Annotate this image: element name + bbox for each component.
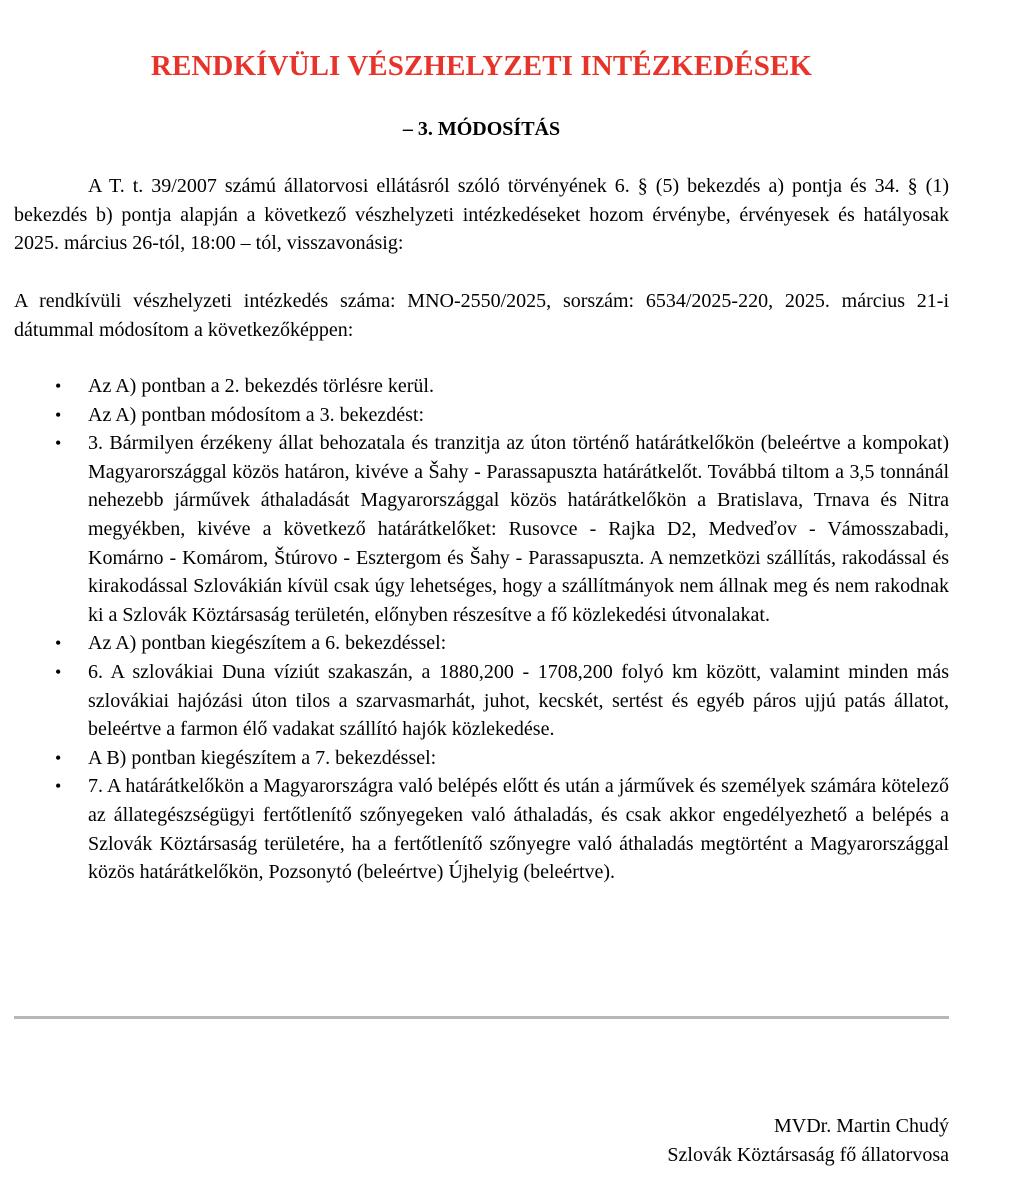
document-title: RENDKÍVÜLI VÉSZHELYZETI INTÉZKEDÉSEK bbox=[150, 50, 813, 82]
reference-paragraph: A rendkívüli vészhelyzeti intézkedés száma: MNO-2550/2025, sorszám: 6534/2025-220, 2025. március 21-i dátummal módosítom a következőképpen: bbox=[14, 290, 949, 341]
list-item-text: Az A) pontban kiegészítem a 6. bekezdéssel: bbox=[88, 632, 447, 655]
list-item bbox=[14, 401, 949, 430]
bullet-icon: • bbox=[55, 661, 62, 682]
amendment-list bbox=[14, 372, 949, 887]
list-item-text: 6. A szlovákiai Duna víziút szakaszán, a 1880,200 - 1708,200 folyó km között, valamint minden más szlovákiai hajózási úton tilos a szarvasmarhát, juhot, kecskét, sertést és egyéb páros ujjú patás állatot, beleértve a farmon élő vadakat szállító hajók közlekedése. bbox=[88, 660, 949, 741]
bullet-icon: • bbox=[55, 376, 62, 396]
list-item-text: Az A) pontban a 2. bekezdés törlésre kerül. bbox=[88, 375, 434, 397]
list-item-text: 7. A határátkelőkön a Magyarországra való belépés előtt és után a járművek és személyek számára kötelező az állategészségügyi fertőtlenítő szőnyegeken való áthaladás, és csak akkor engedélyezhető a belépés a Szlovák Köztársaság területére, ha a fertőtlenítő szőnyegre való áthaladás megtörtént a Magyarországgal közös határátkelőkön, Pozsonytó (beleértve) Újhelyig (beleértve). bbox=[88, 775, 949, 884]
document-subtitle: – 3. MÓDOSÍTÁS bbox=[402, 118, 561, 140]
signature-block bbox=[449, 1112, 949, 1170]
list-item bbox=[14, 658, 949, 744]
list-item-text: A B) pontban kiegészítem a 7. bekezdéssel: bbox=[88, 746, 437, 769]
signatory-name: MVDr. Martin Chudý bbox=[774, 1115, 949, 1137]
bullet-icon: • bbox=[55, 633, 62, 654]
list-item-text: Az A) pontban módosítom a 3. bekezdést: bbox=[88, 403, 425, 426]
divider-line bbox=[14, 1016, 949, 1019]
list-item-text: 3. Bármilyen érzékeny állat behozatala és tranzitja az úton történő határátkelőkön (beleértve a kompokat) Magyarországgal közös határon, kivéve a Šahy - Parassapuszta határátkelőt. Továbbá tiltom a 3,5 tonnánál nehezebb járművek áthaladását Magyarországgal közös határátkelőkön a Bratislava, Trnava és Nitra megyékben, kivéve a következő határátkelőket: Rusovce - Rajka D2, Medveďov - Vámosszabadi, Komárno - Komárom, Štúrovo - Esztergom és Šahy - Parassapuszta. A nemzetközi szállítás, rakodással és kirakodással Szlovákián kívül csak úgy lehetséges, hogy a szállítmányok nem állnak meg és nem rakodnak ki a Szlovák Köztársaság területén, előnyben részesítve a fő közlekedési útvonalakat. bbox=[88, 432, 949, 626]
signatory-position: Szlovák Köztársaság fő állatorvosa bbox=[667, 1144, 949, 1166]
list-item bbox=[14, 629, 949, 658]
list-item bbox=[14, 429, 949, 629]
bullet-icon: • bbox=[55, 776, 62, 797]
bullet-icon: • bbox=[55, 404, 62, 425]
bullet-icon: • bbox=[55, 747, 62, 768]
list-item bbox=[14, 772, 949, 886]
list-item bbox=[14, 744, 949, 773]
list-item bbox=[14, 372, 949, 401]
bullet-icon: • bbox=[55, 433, 62, 454]
intro-paragraph: A T. t. 39/2007 számú állatorvosi ellátásról szóló törvényének 6. § (5) bekezdés a) pontja és 34. § (1) bekezdés b) pontja alapján a következő vészhelyzeti intézkedéseket hozom érvénybe, érvényesek és hatályosak 2025. március 26-tól, 18:00 – tól, visszavonásig: bbox=[14, 175, 949, 255]
